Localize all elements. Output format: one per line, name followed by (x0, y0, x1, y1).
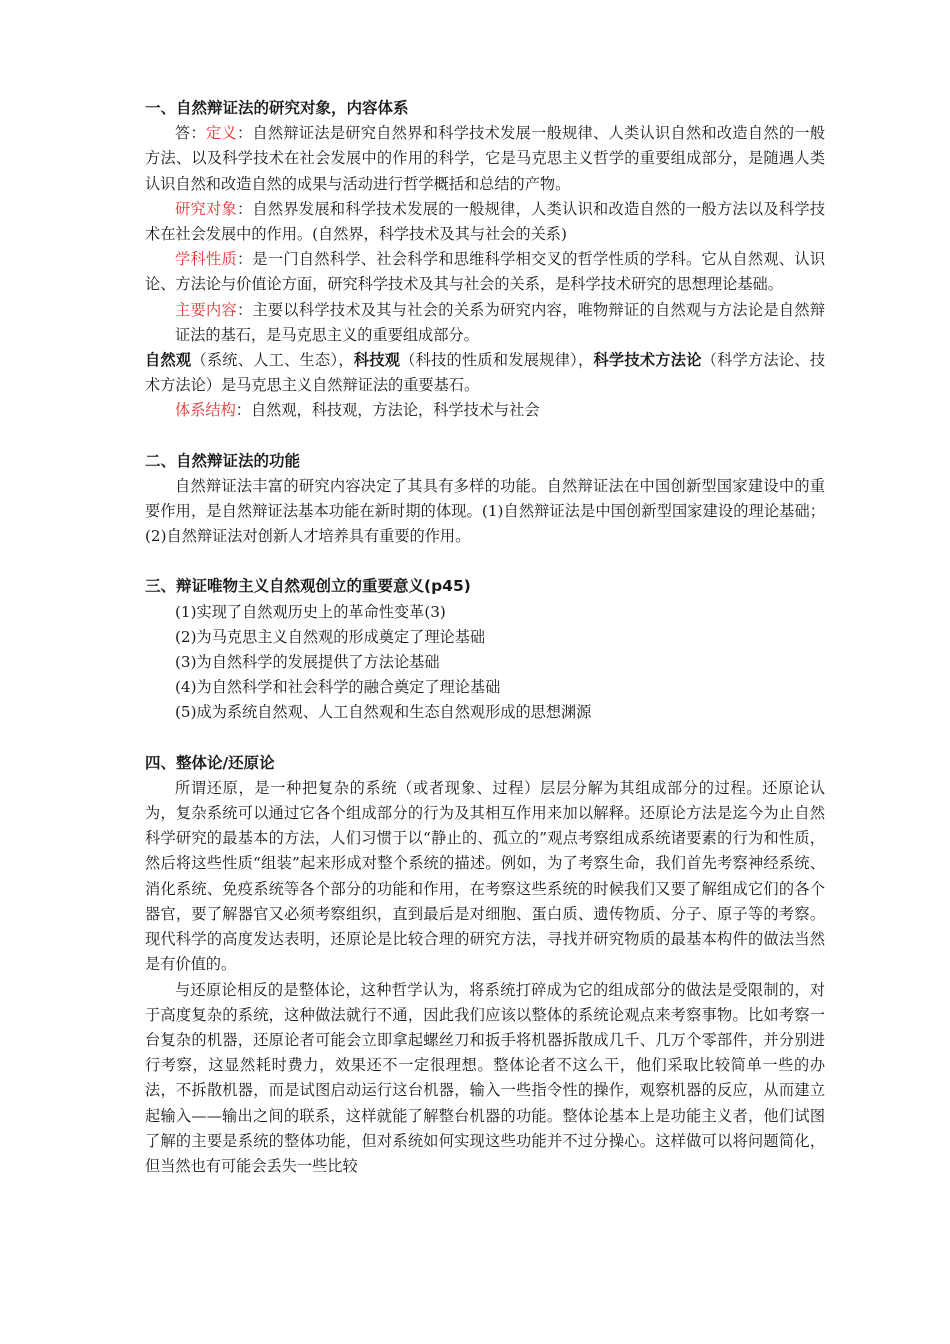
list-item: (2)为马克思主义自然观的形成奠定了理论基础 (175, 627, 486, 646)
discipline-nature-paragraph (145, 247, 825, 297)
section-1-title: 一、自然辩证法的研究对象，内容体系 (145, 99, 409, 117)
main-content-label: 主要内容 (175, 300, 237, 319)
list-item: (4)为自然科学和社会科学的融合奠定了理论基础 (175, 678, 501, 697)
research-object-text: ：自然界发展和科学技术发展的一般规律，人类认识和改造自然的一般方法以及科学技术在社会发展中的作用。(自然界，科学技术及其与社会的关系) (145, 199, 826, 244)
reductionism-paragraph: 所谓还原，是一种把复杂的系统（或者现象、过程）层层分解为其组成部分的过程。还原论认为，复杂系统可以通过它各个组成部分的行为及其相互作用来加以解释。还原论方法是迄今为止自然科学研究的最基本的方法，人们习惯于以“静止的、孤立的”观点考察组成系统诸要素的行为和性质，然后将这些性质“组装”起来形成对整个系统的描述。例如，为了考察生命，我们首先考察神经系统、消化系统、免疫系统等各个部分的功能和作用，在考察这些系统的时候我们又要了解组成它们的各个器官，要了解器官又必须考察组织，直到最后是对细胞、蛋白质、遗传物质、分子、原子等的考察。现代科学的高度发达表明，还原论是比较合理的研究方法，寻找并研究物质的最基本构件的做法当然是有价值的。 (145, 778, 825, 974)
section-3-title: 三、辩证唯物主义自然观创立的重要意义(p45) (145, 577, 471, 596)
system-structure-text: ：自然观，科技观，方法论，科学技术与社会 (235, 401, 540, 420)
significance-list (145, 600, 825, 726)
research-object-paragraph (145, 197, 825, 247)
definition-label: 定义 (205, 124, 237, 143)
list-item: (1)实现了自然观历史上的革命性变革(3) (175, 602, 446, 621)
definition-paragraph (145, 121, 825, 197)
section-4-title: 四、整体论/还原论 (145, 753, 275, 772)
list-item: (5)成为系统自然观、人工自然观和生态自然观形成的思想渊源 (175, 703, 592, 722)
nature-view-term: 自然观 (145, 351, 192, 370)
methodology-desc: （科学方法论、技术方法论）是马克思主义自然辩证法的重要基石。 (145, 351, 826, 395)
function-paragraph: 自然辩证法丰富的研究内容决定了其具有多样的功能。自然辩证法在中国创新型国家建设中的重要作用，是自然辩证法基本功能在新时期的体现。(1)自然辩证法是中国创新型国家建设的理论基础；(2)自然辩证法对创新人才培养具有重要的作用。 (145, 476, 825, 546)
tech-view-term: 科技观 (353, 351, 401, 370)
system-structure-label: 体系结构 (175, 401, 236, 420)
system-structure-paragraph (145, 398, 825, 423)
list-item: (3)为自然科学的发展提供了方法论基础 (175, 653, 440, 672)
answer-prefix: 答： (175, 124, 206, 143)
main-content-text: ：主要以科学技术及其与社会的关系为研究内容，唯物辩证的自然观与方法论是自然辩证法的基石，是马克思主义的重要组成部分。 (175, 300, 826, 344)
discipline-nature-label: 学科性质 (175, 250, 237, 269)
views-paragraph (145, 348, 825, 398)
tech-view-desc: （科技的性质和发展规律）， (400, 351, 594, 370)
main-content-paragraph (145, 298, 825, 348)
research-object-label: 研究对象 (175, 199, 237, 218)
document-page (145, 96, 825, 1179)
section-2-title: 二、自然辩证法的功能 (145, 451, 301, 470)
discipline-nature-text: ：是一门自然科学、社会科学和思维科学相交叉的哲学性质的学科。它从自然观、认识论、方法论与价值论方面，研究科学技术及其与社会的关系，是科学技术研究的思想理论基础。 (145, 250, 826, 294)
holism-paragraph: 与还原论相反的是整体论，这种哲学认为，将系统打碎成为它的组成部分的做法是受限制的，对于高度复杂的系统，这种做法就行不通，因此我们应该以整体的系统论观点来考察事物。比如考察一台复杂的机器，还原论者可能会立即拿起螺丝刀和扳手将机器拆散成几千、几万个零部件，并分别进行考察，这显然耗时费力，效果还不一定很理想。整体论者不这么干，他们采取比较简单一些的办法，不拆散机器，而是试图启动运行这台机器，输入一些指令性的操作，观察机器的反应，从而建立起输入——输出之间的联系，这样就能了解整台机器的功能。整体论基本上是功能主义者，他们试图了解的主要是系统的整体功能，但对系统如何实现这些功能并不过分操心。这样做可以将问题简化，但当然也有可能会丢失一些比较 (145, 980, 825, 1175)
methodology-term: 科学技术方法论 (593, 351, 702, 370)
nature-view-desc: （系统、人工、生态）， (191, 351, 354, 370)
definition-text: ：自然辩证法是研究自然界和科学技术发展一般规律、人类认识自然和改造自然的一般方法、以及科学技术在社会发展中的作用的科学，它是马克思主义哲学的重要组成部分，是随遇人类认识自然和改造自然的成果与活动进行哲学概括和总结的产物。 (145, 124, 826, 193)
